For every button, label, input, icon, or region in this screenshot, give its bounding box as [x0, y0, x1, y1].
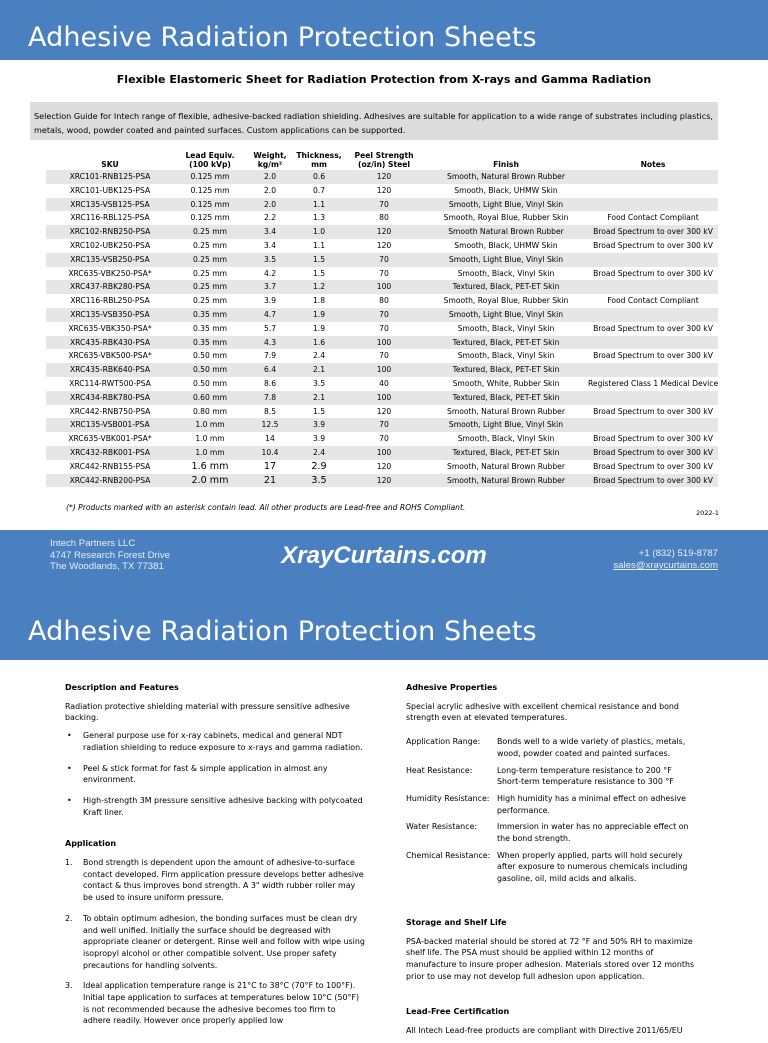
cell-finish: Smooth, Natural Brown Rubber [424, 170, 588, 184]
cell-weight: 8.5 [263, 406, 277, 416]
cell-thickness: 2.1 [294, 391, 344, 405]
property-value: Immersion in water has no appreciable effect on the bond strength. [497, 822, 689, 844]
table-row [46, 363, 718, 377]
cell-sku: XRC635-VBK500-PSA* [68, 351, 152, 361]
cell-lead-equiv: 0.25 mm [192, 240, 228, 250]
cell-weight: 8.6 [263, 378, 277, 388]
left-column [65, 682, 365, 1036]
cell-finish: Smooth, Black, Vinyl Skin [457, 268, 555, 278]
header-finish: Finish [493, 160, 519, 169]
cell-sku: XRC442-RNB200-PSA [46, 474, 174, 488]
cell-thickness: 2.9 [311, 460, 327, 472]
cell-lead-equiv: 0.35 mm [192, 323, 228, 333]
cell-peel-strength: 100 [344, 391, 424, 405]
table-row [46, 377, 718, 391]
cell-sku: XRC114-RWT500-PSA [69, 378, 151, 388]
cell-peel-strength: 70 [344, 253, 424, 267]
cell-notes: Broad Spectrum to over 300 kV [588, 446, 718, 460]
step-number: 2. [65, 913, 73, 923]
leadfree-text: All Intech Lead-free products are compliant with Directive 2011/65/EU [406, 1026, 683, 1036]
cell-finish: Smooth Natural Brown Rubber [424, 225, 588, 239]
cell-sku: XRC101-UBK125-PSA [69, 185, 151, 195]
cell-weight: 4.7 [246, 308, 294, 322]
table-row [46, 211, 718, 225]
cell-lead-equiv: 0.80 mm [192, 406, 228, 416]
cell-notes: Broad Spectrum to over 300 kV [593, 406, 713, 416]
street-address: 4747 Research Forest Drive [50, 549, 170, 561]
cell-thickness: 2.1 [294, 363, 344, 377]
selection-guide-text: Selection Guide for Intech range of flexible, adhesive-backed radiation shielding. Adhesives are suitable for application to a wide range of substrates including plastics, metals, wood, powder coated and painted surfaces. Custom applications can be supported. [30, 102, 718, 140]
cell-notes [588, 198, 718, 212]
cell-notes: Broad Spectrum to over 300 kV [593, 268, 713, 278]
cell-lead-equiv: 1.0 mm [174, 418, 246, 432]
header-lead-line2: (100 kVp) [189, 160, 231, 169]
cell-peel-strength: 70 [344, 308, 424, 322]
cell-peel-strength: 100 [344, 446, 424, 460]
cell-thickness: 3.5 [294, 474, 344, 488]
cell-peel-strength: 70 [344, 418, 424, 432]
property-row [406, 850, 701, 885]
list-item: • High-strength 3M pressure sensitive adhesive backing with polycoated Kraft liner. [65, 795, 365, 818]
cell-notes: Broad Spectrum to over 300 kV [588, 474, 718, 488]
cell-sku: XRC135-VSB125-PSA [46, 198, 174, 212]
header-peel-line2: (oz/in) Steel [357, 160, 410, 169]
contact-info [613, 548, 718, 572]
cell-peel-strength: 120 [344, 474, 424, 488]
cell-weight: 4.3 [246, 336, 294, 350]
cell-lead-equiv: 0.25 mm [192, 296, 228, 306]
phone-number: +1 (832) 519-8787 [638, 548, 718, 559]
cell-peel-strength: 120 [376, 240, 392, 250]
cell-weight: 5.7 [263, 323, 277, 333]
table-row [46, 225, 718, 239]
cell-lead-equiv: 0.50 mm [192, 378, 228, 388]
cell-weight: 2.0 [263, 185, 277, 195]
cell-sku: XRC135-VSB350-PSA [46, 308, 174, 322]
cell-sku: XRC437-RBK280-PSA [46, 280, 174, 294]
table-row [46, 253, 718, 267]
header-thickness-line2: mm [311, 160, 327, 169]
cell-sku: XRC635-VBK350-PSA* [68, 323, 152, 333]
cell-notes: Broad Spectrum to over 300 kV [593, 434, 713, 444]
page1-header-banner [0, 0, 768, 60]
cell-peel-strength: 100 [344, 280, 424, 294]
right-column [406, 682, 701, 1043]
step-text: To obtain optimum adhesion, the bonding surfaces must be clean dry and well unified. Initially the surface should be degreased with appropriate cleaner or detergent. Rinse well and follow with wipe using isopropyl alcohol or other compatible solvent. Use proper safety precautions for handling solvents. [83, 913, 365, 970]
list-item [65, 857, 365, 904]
brand-website-link[interactable]: XrayCurtains.com [281, 542, 487, 569]
property-row [406, 736, 701, 759]
cell-peel-strength: 100 [344, 336, 424, 350]
description-intro: Radiation protective shielding material with pressure sensitive adhesive backing. [65, 701, 350, 723]
header-peel-line1: Peel Strength [354, 151, 414, 160]
header-weight-line2: kg/m² [257, 160, 283, 169]
cell-weight: 7.8 [246, 391, 294, 405]
cell-thickness: 1.6 [294, 336, 344, 350]
cell-notes: Food Contact Compliant [607, 296, 699, 306]
cell-lead-equiv: 0.125 mm [174, 198, 246, 212]
table-row [46, 198, 718, 212]
cell-sku: XRC116-RBL250-PSA [70, 296, 150, 306]
cell-peel-strength: 120 [344, 225, 424, 239]
page1-subtitle: Flexible Elastomeric Sheet for Radiation Protection from X-rays and Gamma Radiation [116, 73, 652, 86]
cell-weight: 2.0 [246, 170, 294, 184]
cell-lead-equiv: 1.6 mm [191, 460, 229, 472]
header-sku: SKU [101, 160, 119, 169]
cell-sku: XRC635-VBK250-PSA* [68, 268, 152, 278]
cell-weight: 4.2 [263, 268, 277, 278]
adhesive-heading: Adhesive Properties [406, 683, 498, 692]
cell-lead-equiv: 0.60 mm [174, 391, 246, 405]
cell-thickness: 3.9 [294, 418, 344, 432]
cell-thickness: 1.1 [294, 198, 344, 212]
table-row [46, 170, 718, 184]
cell-peel-strength: 70 [379, 434, 389, 444]
step-text: Bond strength is dependent upon the amount of adhesive-to-surface contact developed. Firm application pressure develops better adhesive contact & thus improves bond strength. A 3" width rubber roller may be used to insure uniform pressure. [83, 858, 364, 903]
cell-thickness: 2.4 [312, 351, 326, 361]
page2-header-banner [0, 603, 768, 660]
table-row [46, 184, 718, 198]
table-row [46, 322, 718, 336]
cell-finish: Smooth, Black, Vinyl Skin [457, 323, 555, 333]
cell-weight: 17 [263, 460, 277, 472]
cell-notes [588, 363, 718, 377]
table-row [46, 267, 718, 281]
adhesive-intro: Special acrylic adhesive with excellent chemical resistance and bond strength even at elevated temperatures. [406, 701, 679, 723]
cell-finish: Smooth, Black, Vinyl Skin [457, 351, 555, 361]
cell-lead-equiv: 0.125 mm [190, 213, 230, 223]
step-text: Ideal application temperature range is 21°C to 38°C (70°F to 100°F). Initial tape application to surfaces at temperatures below 10°C (50°F) is not recommended because the adhesive becomes too firm to adhere readily. However once properly applied low [83, 981, 360, 1026]
cell-sku: XRC442-RNB155-PSA [69, 461, 151, 471]
cell-lead-equiv: 0.50 mm [174, 363, 246, 377]
table-body [46, 170, 718, 487]
cell-notes [588, 253, 718, 267]
cell-peel-strength: 80 [379, 296, 389, 306]
cell-finish: Textured, Black, PET-ET Skin [424, 446, 588, 460]
cell-notes [588, 170, 718, 184]
cell-finish: Smooth, Royal Blue, Rubber Skin [443, 296, 569, 306]
property-label: Humidity Resistance: [406, 793, 490, 803]
cell-peel-strength: 120 [376, 406, 392, 416]
cell-thickness: 1.2 [294, 280, 344, 294]
company-name: Intech Partners LLC [50, 538, 136, 549]
cell-peel-strength: 70 [379, 268, 389, 278]
cell-thickness: 1.3 [312, 213, 326, 223]
cell-notes: Food Contact Compliant [607, 213, 699, 223]
cell-thickness: 1.5 [312, 268, 326, 278]
cell-finish: Smooth, Royal Blue, Rubber Skin [443, 213, 569, 223]
cell-weight: 3.5 [246, 253, 294, 267]
header-notes: Notes [640, 160, 666, 169]
application-steps [65, 857, 365, 1027]
cell-sku: XRC435-RBK640-PSA [46, 363, 174, 377]
step-number: 1. [65, 858, 73, 868]
cell-weight: 10.4 [246, 446, 294, 460]
property-value: High humidity has a minimal effect on adhesive performance. [497, 793, 687, 815]
cell-notes [588, 280, 718, 294]
property-row [406, 765, 701, 788]
cell-finish: Smooth, Light Blue, Vinyl Skin [424, 253, 588, 267]
cell-finish: Smooth, Light Blue, Vinyl Skin [424, 418, 588, 432]
list-item [65, 980, 365, 1027]
list-item: • General purpose use for x-ray cabinets, medical and general NDT radiation shielding to reduce exposure to x-rays and gamma radiation. [65, 730, 365, 753]
cell-thickness: 1.8 [312, 296, 326, 306]
cell-weight: 2.0 [246, 198, 294, 212]
email-link[interactable]: sales@xraycurtains.com [613, 560, 718, 571]
cell-lead-equiv: 0.25 mm [192, 268, 228, 278]
cell-notes: Broad Spectrum to over 300 kV [593, 461, 713, 471]
table-row [46, 405, 718, 419]
cell-sku: XRC442-RNB750-PSA [69, 406, 151, 416]
table-row [46, 432, 718, 446]
cell-weight: 7.9 [263, 351, 277, 361]
cell-sku: XRC635-VBK001-PSA* [68, 434, 152, 444]
table-row [46, 239, 718, 253]
cell-lead-equiv: 2.0 mm [174, 474, 246, 488]
cell-finish: Textured, Black, PET-ET Skin [424, 280, 588, 294]
description-heading: Description and Features [65, 683, 179, 692]
cell-notes: Broad Spectrum to over 300 kV [593, 323, 713, 333]
cell-notes: Broad Spectrum to over 300 kV [588, 225, 718, 239]
cell-thickness: 1.5 [312, 406, 326, 416]
cell-weight: 3.4 [263, 240, 277, 250]
cell-sku: XRC102-RNB250-PSA [46, 225, 174, 239]
cell-peel-strength: 120 [376, 461, 392, 471]
cell-thickness: 1.0 [294, 225, 344, 239]
cell-weight: 14 [265, 434, 275, 444]
cell-lead-equiv: 0.25 mm [174, 280, 246, 294]
property-row [406, 793, 701, 816]
cell-weight: 21 [246, 474, 294, 488]
cell-notes: Registered Class 1 Medical Device [588, 378, 719, 388]
cell-weight: 3.9 [263, 296, 277, 306]
property-label: Heat Resistance: [406, 765, 473, 775]
cell-finish: Smooth, Natural Brown Rubber [447, 461, 565, 471]
cell-thickness: 3.5 [312, 378, 326, 388]
features-list [65, 730, 365, 818]
storage-heading: Storage and Shelf Life [406, 917, 507, 927]
table-row [46, 391, 718, 405]
cell-lead-equiv: 0.35 mm [174, 336, 246, 350]
step-number: 3. [65, 981, 73, 991]
cell-sku: XRC432-RBK001-PSA [46, 446, 174, 460]
cell-sku: XRC135-VSB001-PSA [46, 418, 174, 432]
property-value: Long-term temperature resistance to 200 °F Short-term temperature resistance to 300 °F [497, 765, 674, 787]
cell-finish: Smooth, Black, UHMW Skin [454, 240, 558, 250]
property-label: Chemical Resistance: [406, 850, 491, 860]
leadfree-heading: Lead-Free Certification [406, 1007, 510, 1017]
cell-notes [588, 184, 718, 198]
list-item [65, 913, 365, 972]
cell-peel-strength: 120 [376, 185, 392, 195]
cell-sku: XRC101-RNB125-PSA [46, 170, 174, 184]
cell-notes [588, 391, 718, 405]
cell-weight: 3.7 [246, 280, 294, 294]
header-lead-line1: Lead Equiv. [185, 151, 235, 160]
table-row [46, 446, 718, 460]
table-row [46, 418, 718, 432]
cell-peel-strength: 80 [379, 213, 389, 223]
document-code: 2022-1 [696, 509, 720, 517]
cell-thickness: 0.6 [294, 170, 344, 184]
cell-sku: XRC102-UBK250-PSA [69, 240, 151, 250]
cell-sku: XRC135-VSB250-PSA [46, 253, 174, 267]
property-value: When properly applied, parts will hold securely after exposure to numerous chemicals including gasoline, oil, mild acids and alkalis. [497, 850, 688, 884]
cell-weight: 12.5 [246, 418, 294, 432]
cell-notes [588, 308, 718, 322]
cell-lead-equiv: 0.50 mm [192, 351, 228, 361]
storage-text: PSA-backed material should be stored at 72 °F and 50% RH to maximize shelf life. The PSA must should be applied within 12 months of manufacture to insure proper adhesion. Materials stored over 12 months prior to use may not develop full adhesion upon application. [406, 936, 695, 981]
header-thickness-line1: Thickness, [296, 151, 342, 160]
property-row [406, 821, 701, 844]
cell-thickness: 1.5 [294, 253, 344, 267]
header-lead-equiv [174, 146, 246, 170]
cell-lead-equiv: 0.125 mm [174, 170, 246, 184]
cell-thickness: 1.9 [294, 308, 344, 322]
cell-finish: Smooth, Black, UHMW Skin [454, 185, 558, 195]
cell-thickness: 0.7 [312, 185, 326, 195]
cell-lead-equiv: 0.35 mm [174, 308, 246, 322]
cell-finish: Smooth, Light Blue, Vinyl Skin [424, 308, 588, 322]
header-weight [246, 146, 294, 170]
property-label: Water Resistance: [406, 822, 478, 832]
cell-peel-strength: 70 [379, 323, 389, 333]
property-label: Application Range: [406, 737, 481, 747]
cell-sku: XRC116-RBL125-PSA [70, 213, 150, 223]
cell-weight: 3.4 [246, 225, 294, 239]
page1-title: Adhesive Radiation Protection Sheets [28, 22, 537, 53]
table-row [46, 349, 718, 363]
cell-peel-strength: 70 [379, 351, 389, 361]
cell-lead-equiv: 1.0 mm [195, 434, 225, 444]
lead-footnote: (*) Products marked with an asterisk contain lead. All other products are Lead-free and ROHS Compliant. [66, 503, 466, 512]
cell-sku: XRC434-RBK780-PSA [46, 391, 174, 405]
property-value: Bonds well to a wide variety of plastics, metals, wood, powder coated and painted surfaces. [497, 737, 686, 758]
cell-notes: Broad Spectrum to over 300 kV [593, 240, 713, 250]
cell-peel-strength: 40 [379, 378, 389, 388]
table-row [46, 294, 718, 308]
table-row [46, 280, 718, 294]
cell-lead-equiv: 0.25 mm [174, 253, 246, 267]
cell-peel-strength: 120 [344, 170, 424, 184]
adhesive-properties [406, 736, 701, 885]
table-row [46, 460, 718, 474]
cell-notes [588, 418, 718, 432]
table-row [46, 308, 718, 322]
cell-peel-strength: 100 [344, 363, 424, 377]
header-thickness [294, 146, 344, 170]
page2-title: Adhesive Radiation Protection Sheets [28, 616, 537, 647]
header-peel-strength [344, 146, 424, 170]
cell-finish: Smooth, Natural Brown Rubber [447, 406, 565, 416]
table-row [46, 336, 718, 350]
table-row [46, 474, 718, 488]
cell-thickness: 1.1 [312, 240, 326, 250]
header-weight-line1: Weight, [253, 151, 287, 160]
cell-lead-equiv: 0.125 mm [190, 185, 230, 195]
cell-finish: Textured, Black, PET-ET Skin [424, 363, 588, 377]
product-spec-table [46, 146, 718, 487]
cell-finish: Smooth, White, Rubber Skin [452, 378, 560, 388]
cell-finish: Smooth, Black, Vinyl Skin [457, 434, 555, 444]
cell-weight: 6.4 [246, 363, 294, 377]
cell-weight: 2.2 [263, 213, 277, 223]
cell-finish: Smooth, Light Blue, Vinyl Skin [424, 198, 588, 212]
list-item: • Peel & stick format for fast & simple application in almost any environment. [65, 763, 365, 786]
cell-sku: XRC435-RBK430-PSA [46, 336, 174, 350]
footer-banner [0, 530, 768, 603]
application-heading: Application [65, 839, 117, 849]
cell-thickness: 3.9 [312, 434, 326, 444]
table-header-row [46, 146, 718, 170]
cell-finish: Textured, Black, PET-ET Skin [424, 336, 588, 350]
cell-thickness: 2.4 [294, 446, 344, 460]
cell-lead-equiv: 1.0 mm [174, 446, 246, 460]
cell-peel-strength: 70 [344, 198, 424, 212]
cell-thickness: 1.9 [312, 323, 326, 333]
cell-finish: Smooth, Natural Brown Rubber [424, 474, 588, 488]
cell-notes [588, 336, 718, 350]
cell-lead-equiv: 0.25 mm [174, 225, 246, 239]
cell-notes: Broad Spectrum to over 300 kV [593, 351, 713, 361]
cell-finish: Textured, Black, PET-ET Skin [424, 391, 588, 405]
city-address: The Woodlands, TX 77381 [50, 561, 164, 572]
